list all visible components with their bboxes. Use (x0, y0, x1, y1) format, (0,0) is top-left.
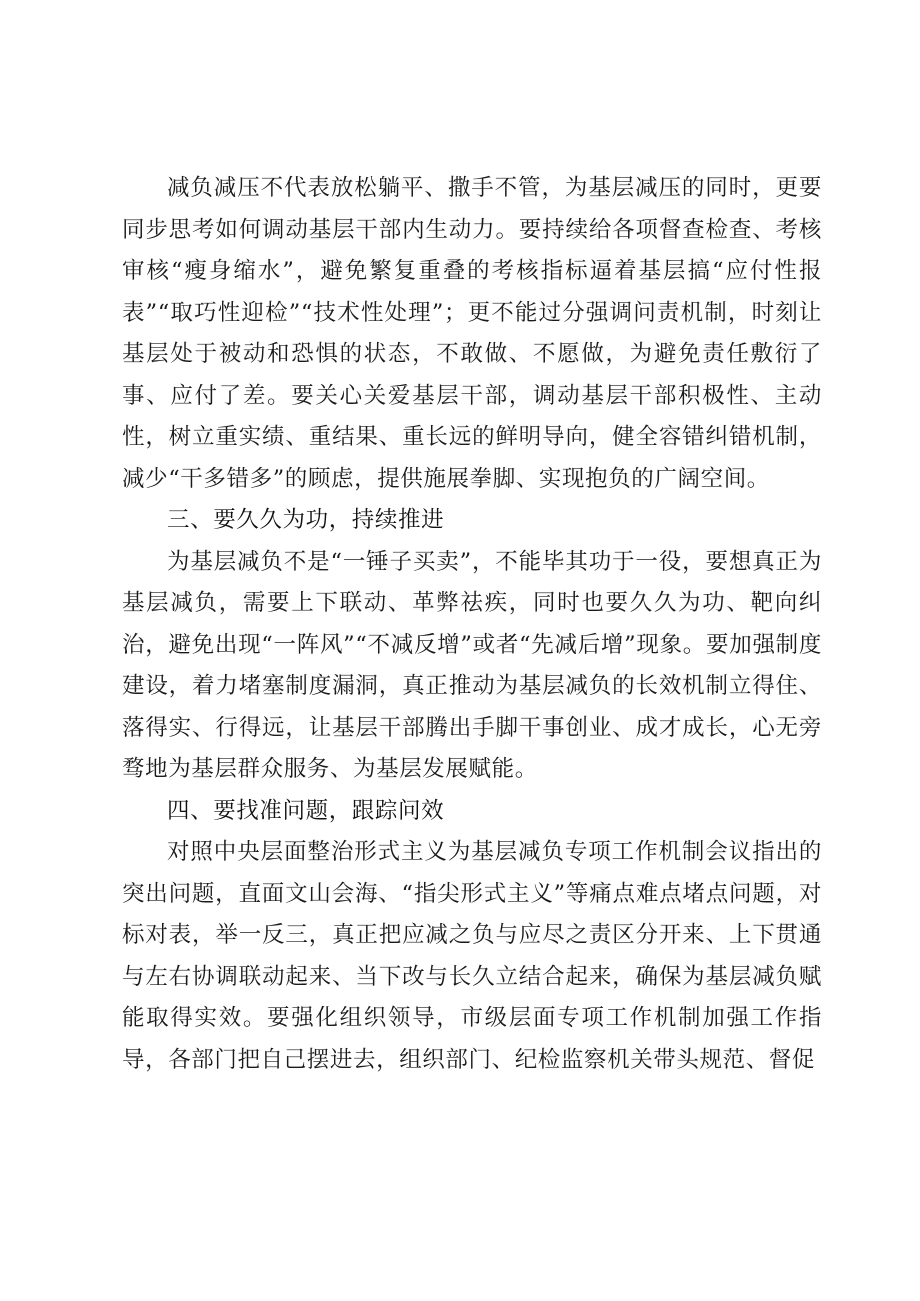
paragraph-persistent-effort: 为基层减负不是“一锤子买卖”，不能毕其功于一役，要想真正为基层减负，需要上下联动、革弊祛疾，同时也要久久为功、靶向纠治，避免出现“一阵风”“不减反增”或者“先减后增”现象。要加强制度建设，着力堵塞制度漏洞，真正推动为基层减负的长效机制立得住、落得实、行得远，让基层干部腾出手脚干事创业、成才成长，心无旁骛地为基层群众服务、为基层发展赋能。 (122, 548, 822, 782)
paragraph-identify-problems: 对照中央层面整治形式主义为基层减负专项工作机制会议指出的突出问题，直面文山会海、“指尖形式主义”等痛点难点堵点问题，对标对表，举一反三，真正把应减之负与应尽之责区分开来、上下贯通与左右协调联动起来、当下改与长久立结合起来，确保为基层减负赋能取得实效。要强化组织领导，市级层面专项工作机制加强工作指导，各部门把自己摆进去，组织部门、纪检监察机关带头规范、督促 (122, 839, 822, 1073)
section-heading-four: 四、要找准问题，跟踪问效 (167, 797, 445, 824)
paragraph-reduce-burden: 减负减压不代表放松躺平、撒手不管，为基层减压的同时，更要同步思考如何调动基层干部内生动力。要持续给各项督查检查、考核审核“瘦身缩水”，避免繁复重叠的考核指标逼着基层搞“应付性报表”“取巧性迎检”“技术性处理”；更不能过分强调问责机制，时刻让基层处于被动和恐惧的状态，不敢做、不愿做，为避免责任敷衍了事、应付了差。要关心关爱基层干部，调动基层干部积极性、主动性，树立重实绩、重结果、重长远的鲜明导向，健全容错纠错机制，减少“干多错多”的顾虑，提供施展拳脚、实现抱负的广阔空间。 (122, 175, 822, 492)
section-heading-three: 三、要久久为功，持续推进 (167, 507, 445, 533)
document-body (122, 168, 822, 1081)
